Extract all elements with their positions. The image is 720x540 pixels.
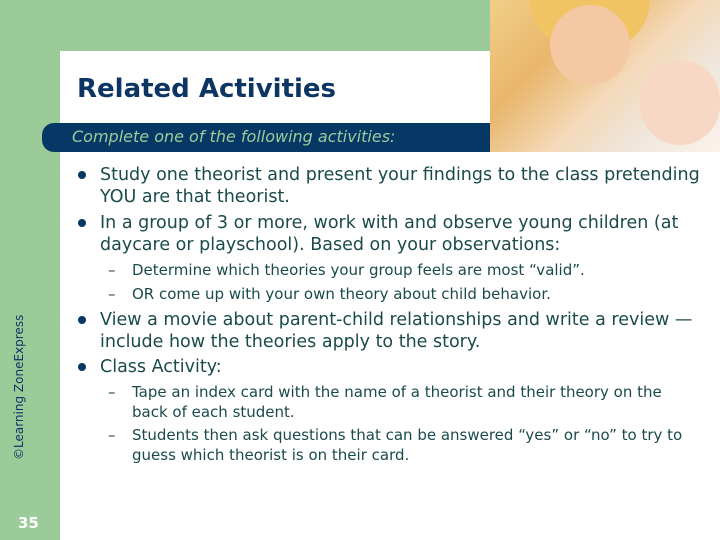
sub-bullet-item: – Determine which theories your group feels are most “valid”. [132,260,702,280]
sub-bullet-item: – Tape an index card with the name of a theorist and their theory on the back of each student. [132,382,702,422]
page-number: 35 [18,514,39,532]
green-sidebar [0,0,60,540]
slide-subtitle: Complete one of the following activities: [72,127,396,146]
slide-title: Related Activities [77,74,337,104]
bullet-item: View a movie about parent-child relationships and write a review — include how the theories apply to the story. [100,309,700,353]
copyright-text: ©Learning ZoneExpress [12,314,26,460]
bullet-item: In a group of 3 or more, work with and observe young children (at daycare or playschool). Based on your observations: [100,212,700,256]
children-photo [490,0,720,152]
sub-bullet-item: – Students then ask questions that can be answered “yes” or “no” to try to guess which theorist is on their card. [132,425,702,465]
bullet-item: Class Activity: [100,356,700,378]
sub-bullet-item: – OR come up with your own theory about child behavior. [132,284,702,304]
bullet-item: Study one theorist and present your findings to the class pretending YOU are that theorist. [100,165,700,207]
